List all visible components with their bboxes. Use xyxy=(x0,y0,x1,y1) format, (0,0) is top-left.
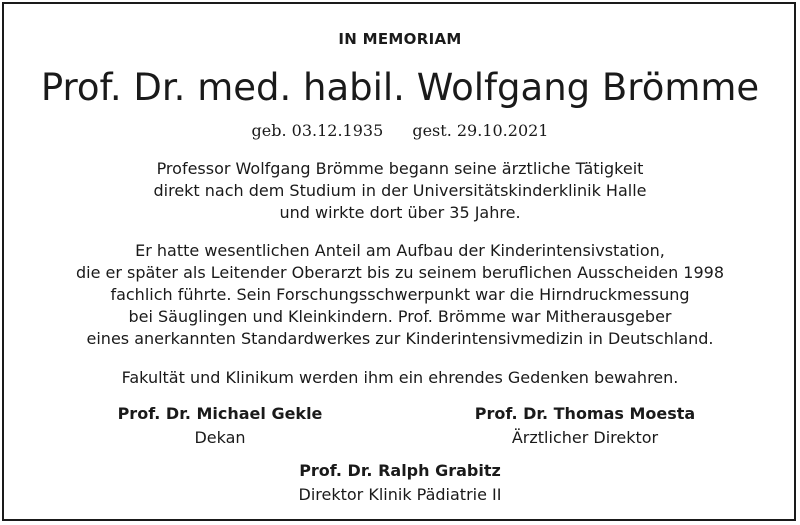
text-line: Professor Wolfgang Brömme begann seine ärztliche Tätigkeit xyxy=(156,159,644,178)
text-line: Fakultät und Klinikum werden ihm ein ehrendes Gedenken bewahren. xyxy=(121,368,679,387)
signatory-dean xyxy=(100,402,340,450)
text-line: Er hatte wesentlichen Anteil am Aufbau der Kinderintensivstation, xyxy=(135,241,665,260)
paragraph-remembrance xyxy=(0,367,800,389)
text-line: bei Säuglingen und Kleinkindern. Prof. Brömme war Mitherausgeber xyxy=(128,307,672,326)
signatory-medical-director xyxy=(455,402,715,450)
text-line: direkt nach dem Studium in der Universitätskinderklinik Halle xyxy=(153,181,647,200)
life-dates xyxy=(0,121,800,140)
signatory-role: Dekan xyxy=(194,428,246,447)
signatory-role: Ärztlicher Direktor xyxy=(511,428,659,447)
signatory-name: Prof. Dr. Thomas Moesta xyxy=(474,404,696,423)
signatory-clinic-director xyxy=(250,459,550,507)
birth-date: geb. 03.12.1935 xyxy=(251,121,384,140)
text-line: und wirkte dort über 35 Jahre. xyxy=(279,203,521,222)
death-date: gest. 29.10.2021 xyxy=(412,121,549,140)
signatory-role: Direktor Klinik Pädiatrie II xyxy=(298,485,502,504)
text-line: eines anerkannten Standardwerkes zur Kinderintensivmedizin in Deutschland. xyxy=(86,329,714,348)
signatory-name: Prof. Dr. Michael Gekle xyxy=(117,404,323,423)
paragraph-achievements xyxy=(0,240,800,350)
text-line: die er später als Leitender Oberarzt bis zu seinem beruflichen Ausscheiden 1998 xyxy=(75,263,725,282)
paragraph-career xyxy=(0,158,800,224)
text-line: fachlich führte. Sein Forschungsschwerpunkt war die Hirndruckmessung xyxy=(110,285,690,304)
deceased-name: Prof. Dr. med. habil. Wolfgang Brömme xyxy=(40,66,760,109)
signatory-name: Prof. Dr. Ralph Grabitz xyxy=(299,461,501,480)
notice-header: IN MEMORIAM xyxy=(338,30,462,48)
